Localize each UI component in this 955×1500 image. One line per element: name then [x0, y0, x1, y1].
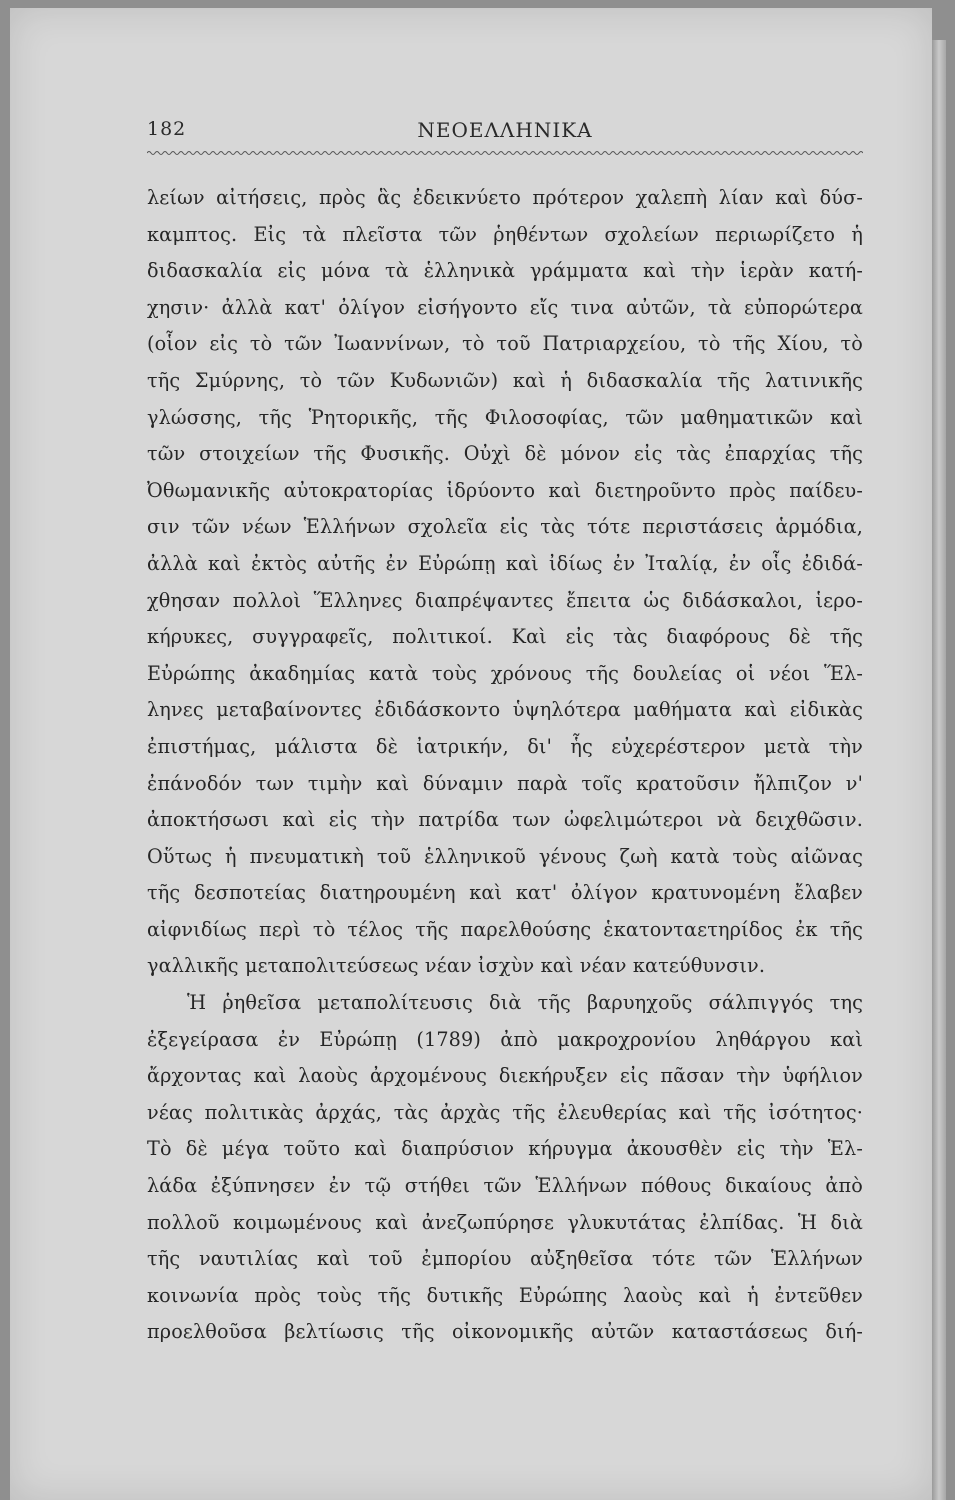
body-text	[147, 180, 863, 1351]
page-header	[147, 118, 863, 148]
text-line: τῶν στοιχείων τῆς Φυσικῆς. Οὐχὶ δὲ μόνον εἰς τὰς ἐπαρχίας τῆς	[147, 442, 863, 466]
text-line: ἐπιστήμας, μάλιστα δὲ ἰατρικήν, δι' ἧς εὐχερέστερον μετὰ τὴν	[147, 734, 863, 758]
text-line: ἀποκτήσωσι καὶ εἰς τὴν πατρίδα των ὠφελιμώτεροι νὰ δειχθῶσιν.	[147, 808, 863, 832]
text-line: τῆς δεσποτείας διατηρουμένη καὶ κατ' ὀλίγον κρατυνομένη ἔλαβεν	[147, 881, 863, 905]
text-line: πολλοῦ κοιμωμένους καὶ ἀνεζωπύρησε γλυκυτάτας ἐλπίδας. Ἡ διὰ	[147, 1210, 863, 1234]
text-line: γλώσσης, τῆς Ῥητορικῆς, τῆς Φιλοσοφίας, τῶν μαθηματικῶν καὶ	[147, 405, 863, 429]
text-line: Τὸ δὲ μέγα τοῦτο καὶ διαπρύσιον κήρυγμα ἀκουσθὲν εἰς τὴν Ἑλ-	[147, 1137, 863, 1161]
text-line: Ὀθωμανικῆς αὐτοκρατορίας ἱδρύοντο καὶ διετηροῦντο πρὸς παίδευ-	[147, 478, 863, 502]
text-line: λάδα ἐξύπνησεν ἐν τῷ στήθει τῶν Ἑλλήνων πόθους δικαίους ἀπὸ	[147, 1174, 863, 1198]
text-line: νέας πολιτικὰς ἀρχάς, τὰς ἀρχὰς τῆς ἐλευθερίας καὶ τῆς ἰσότητος·	[147, 1100, 863, 1124]
text-line: σιν τῶν νέων Ἑλλήνων σχολεῖα εἰς τὰς τότε περιστάσεις ἁρμόδια,	[147, 515, 863, 539]
text-line: καμπτος. Εἰς τὰ πλεῖστα τῶν ῥηθέντων σχολείων περιωρίζετο ἡ	[147, 222, 863, 246]
text-line: κοινωνία πρὸς τοὺς τῆς δυτικῆς Εὐρώπης λαοὺς καὶ ἡ ἐντεῦθεν	[147, 1283, 863, 1307]
text-line: αἰφνιδίως περὶ τὸ τέλος τῆς παρελθούσης ἑκατονταετηρίδος ἐκ τῆς	[147, 917, 863, 941]
text-line: χησιν· ἀλλὰ κατ' ὀλίγον εἰσήγοντο εἴς τινα αὐτῶν, τὰ εὐπορώτερα	[147, 295, 863, 319]
page-edge-shadow	[932, 40, 946, 1500]
text-line: (οἷον εἰς τὸ τῶν Ἰωαννίνων, τὸ τοῦ Πατριαρχείου, τὸ τῆς Χίου, τὸ	[147, 332, 863, 356]
text-line: λείων αἰτήσεις, πρὸς ἃς ἐδεικνύετο πρότερον χαλεπὴ λίαν καὶ δύσ-	[147, 186, 863, 209]
header-wavy-rule	[147, 150, 863, 156]
text-line: τῆς ναυτιλίας καὶ τοῦ ἐμπορίου αὐξηθεῖσα τότε τῶν Ἑλλήνων	[147, 1247, 863, 1271]
text-line: χθησαν πολλοὶ Ἕλληνες διαπρέψαντες ἔπειτα ὡς διδάσκαλοι, ἱερο-	[147, 588, 863, 612]
text-line: Εὐρώπης ἀκαδημίας κατὰ τοὺς χρόνους τῆς δουλείας οἱ νέοι Ἕλ-	[147, 661, 863, 685]
text-line: ἐξεγείρασα ἐν Εὐρώπῃ (1789) ἀπὸ μακροχρονίου ληθάργου καὶ	[147, 1027, 863, 1051]
text-line: ἀλλὰ καὶ ἐκτὸς αὐτῆς ἐν Εὐρώπῃ καὶ ἰδίως ἐν Ἰταλίᾳ, ἐν οἷς ἐδιδά-	[147, 551, 863, 575]
paragraph-1	[147, 180, 863, 985]
text-line: ληνες μεταβαίνοντες ἐδιδάσκοντο ὑψηλότερα μαθήματα καὶ εἰδικὰς	[147, 698, 863, 722]
page-number: 182	[147, 118, 187, 140]
text-line: τῆς Σμύρνης, τὸ τῶν Κυδωνιῶν) καὶ ἡ διδασκαλία τῆς λατινικῆς	[147, 368, 863, 392]
paragraph-2	[147, 985, 863, 1351]
text-line: Ἡ ῥηθεῖσα μεταπολίτευσις διὰ τῆς βαρυηχοῦς σάλπιγγός της	[187, 991, 863, 1015]
text-line: προελθοῦσα βελτίωσις τῆς οἰκονομικῆς αὐτῶν καταστάσεως διή-	[147, 1320, 863, 1344]
text-line: γαλλικῆς μεταπολιτεύσεως νέαν ἰσχὺν καὶ νέαν κατεύθυνσιν.	[147, 954, 766, 978]
text-line: κήρυκες, συγγραφεῖς, πολιτικοί. Καὶ εἰς τὰς διαφόρους δὲ τῆς	[147, 625, 863, 649]
text-line: διδασκαλία εἰς μόνα τὰ ἑλληνικὰ γράμματα καὶ τὴν ἱερὰν κατή-	[147, 259, 863, 283]
text-line: ἄρχοντας καὶ λαοὺς ἀρχομένους διεκήρυξεν εἰς πᾶσαν τὴν ὑφήλιον	[147, 1064, 863, 1088]
text-line: Οὕτως ἡ πνευματικὴ τοῦ ἑλληνικοῦ γένους ζωὴ κατὰ τοὺς αἰῶνας	[147, 844, 863, 868]
text-line: ἐπάνοδόν των τιμὴν καὶ δύναμιν παρὰ τοῖς κρατοῦσιν ἤλπιζον ν'	[147, 771, 863, 795]
running-title: ΝΕΟΕΛΛΗΝΙΚΑ	[417, 118, 593, 142]
